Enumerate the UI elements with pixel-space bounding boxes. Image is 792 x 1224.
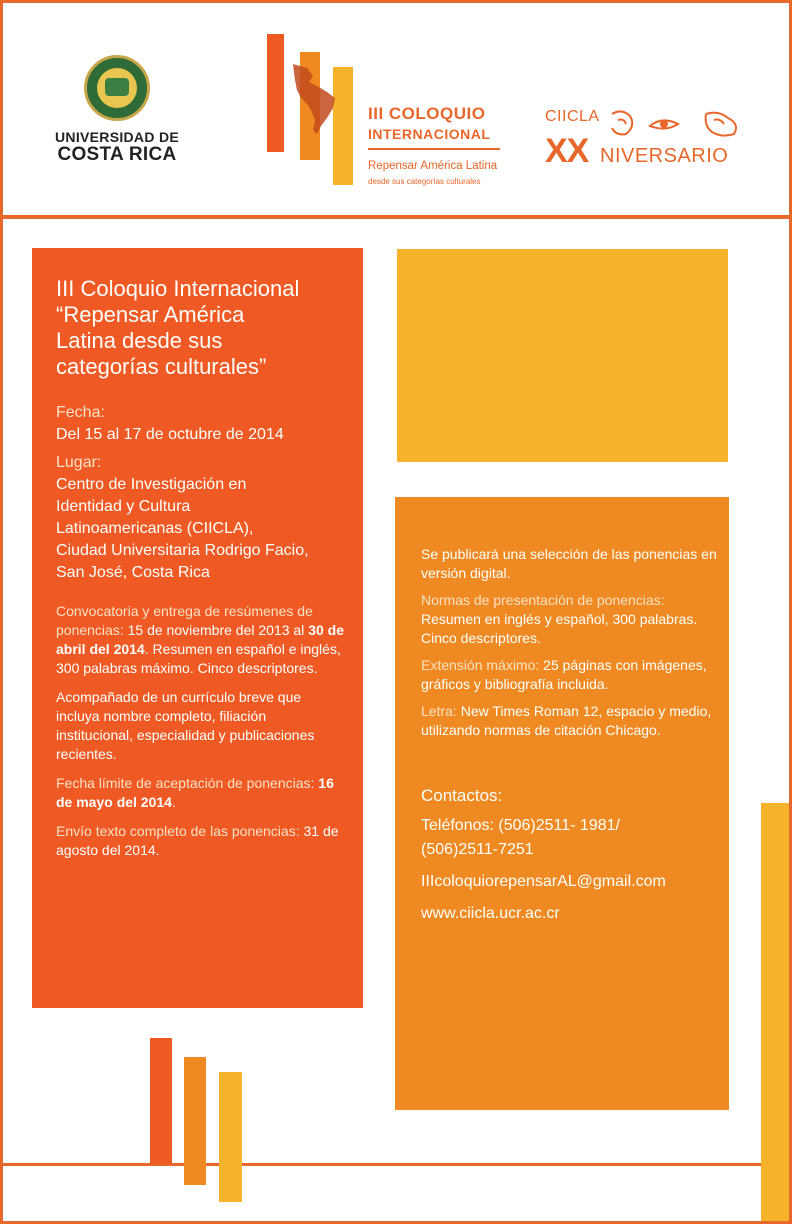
lugar-line2: Identidad y Cultura [56,498,191,515]
curriculo-text: Acompañado de un currículo breve que incluya nombre completo, filiación institucional, especialidad y publicaciones recientes. [56,689,315,762]
limite-period: . [171,794,176,810]
lugar-label: Lugar: [56,454,102,471]
telefono-line1: Teléfonos: (506)2511- 1981/ [421,817,620,834]
right-side-bar [761,803,789,1221]
university-seal-icon [84,55,150,121]
bottom-bar-yellow [219,1072,242,1202]
event-title-line1: III Coloquio Internacional [56,276,300,301]
envio-label: Envío texto completo de las ponencias: [56,823,300,839]
lugar-line5: San José, Costa Rica [56,564,210,581]
coloquio-rule [368,148,500,150]
publicacion-text: Se publicará una selección de las ponencias en versión digital. [421,546,717,581]
normas-line1: Resumen en inglés y español, 300 palabras. [421,611,698,627]
ciicla-aniversario: NIVERSARIO [600,145,729,167]
contactos-heading: Contactos: [421,786,503,805]
extension-value: 25 páginas con imágenes, gráficos y bibliografía incluida. [421,657,707,692]
bottom-bar-red [150,1038,172,1164]
coloquio-subtitle2: desde sus categorías culturales [368,177,481,186]
convocatoria-text [56,602,347,678]
event-title [56,276,347,380]
convocatoria-details: . Resumen en español e inglés, 300 palabras máximo. Cinco descriptores. [56,641,341,676]
lugar-line3: Latinoamericanas (CIICLA), [56,520,254,537]
website-link[interactable]: www.ciicla.ucr.ac.cr [421,905,560,922]
event-info-panel [32,248,363,1008]
envio-text [56,822,347,860]
extension-label: Extensión máximo: [421,657,540,673]
event-title-line4: categorías culturales” [56,354,267,379]
ciicla-name: CIICLA [545,108,600,125]
frame-left [0,0,3,1224]
limite-text [56,774,347,812]
letra-value: New Times Roman 12, espacio y medio, utilizando normas de citación Chicago. [421,703,712,738]
normas-text [421,591,719,648]
convocatoria-dates: 15 de noviembre del 2013 al [123,622,309,638]
convocatoria-label: Convocatoria y entrega de resúmenes de ponencias: [56,603,313,638]
envio-date: 31 de agosto del 2014. [56,823,339,858]
letra-label: Letra: [421,703,457,719]
ciicla-xx: XX [545,132,589,170]
header-divider [0,215,792,219]
email-link[interactable]: IIIcoloquiorepensarAL@gmail.com [421,873,666,890]
logo-bar-red [267,34,284,152]
ucr-name-line2: COSTA RICA [57,144,177,165]
coloquio-title2: INTERNACIONAL [368,126,491,142]
fecha-value: Del 15 al 17 de octubre de 2014 [56,426,284,443]
letra-text [421,702,719,740]
frame-top [0,0,792,3]
ucr-logo [52,55,182,165]
normas-line2: Cinco descriptores. [421,630,541,646]
latin-america-map-icon [283,60,363,140]
extension-text [421,656,719,694]
fecha-label: Fecha: [56,404,105,421]
coloquio-subtitle1: Repensar América Latina [368,160,498,172]
convocatoria-deadline: 30 de abril del 2014 [56,622,344,657]
bottom-divider [0,1163,792,1166]
coloquio-title1: III COLOQUIO [368,104,486,123]
lugar-line4: Ciudad Universitaria Rodrigo Facio, [56,542,309,559]
limite-label: Fecha límite de aceptación de ponencias: [56,775,315,791]
ucr-name-line1: UNIVERSIDAD DE [55,129,179,145]
limite-deadline: 16 de mayo del 2014 [56,775,334,810]
telefono-line2: (506)2511-7251 [421,841,534,858]
submission-info-panel [395,497,729,1110]
event-title-line3: Latina desde sus [56,328,223,353]
event-title-line2: “Repensar América [56,302,245,327]
face-glyphs-icon [608,108,748,140]
telefonos [421,814,719,862]
bottom-bar-orange [184,1057,206,1185]
yellow-block [397,249,728,462]
normas-label: Normas de presentación de ponencias: [421,592,665,608]
lugar-line1: Centro de Investigación en [56,476,247,493]
